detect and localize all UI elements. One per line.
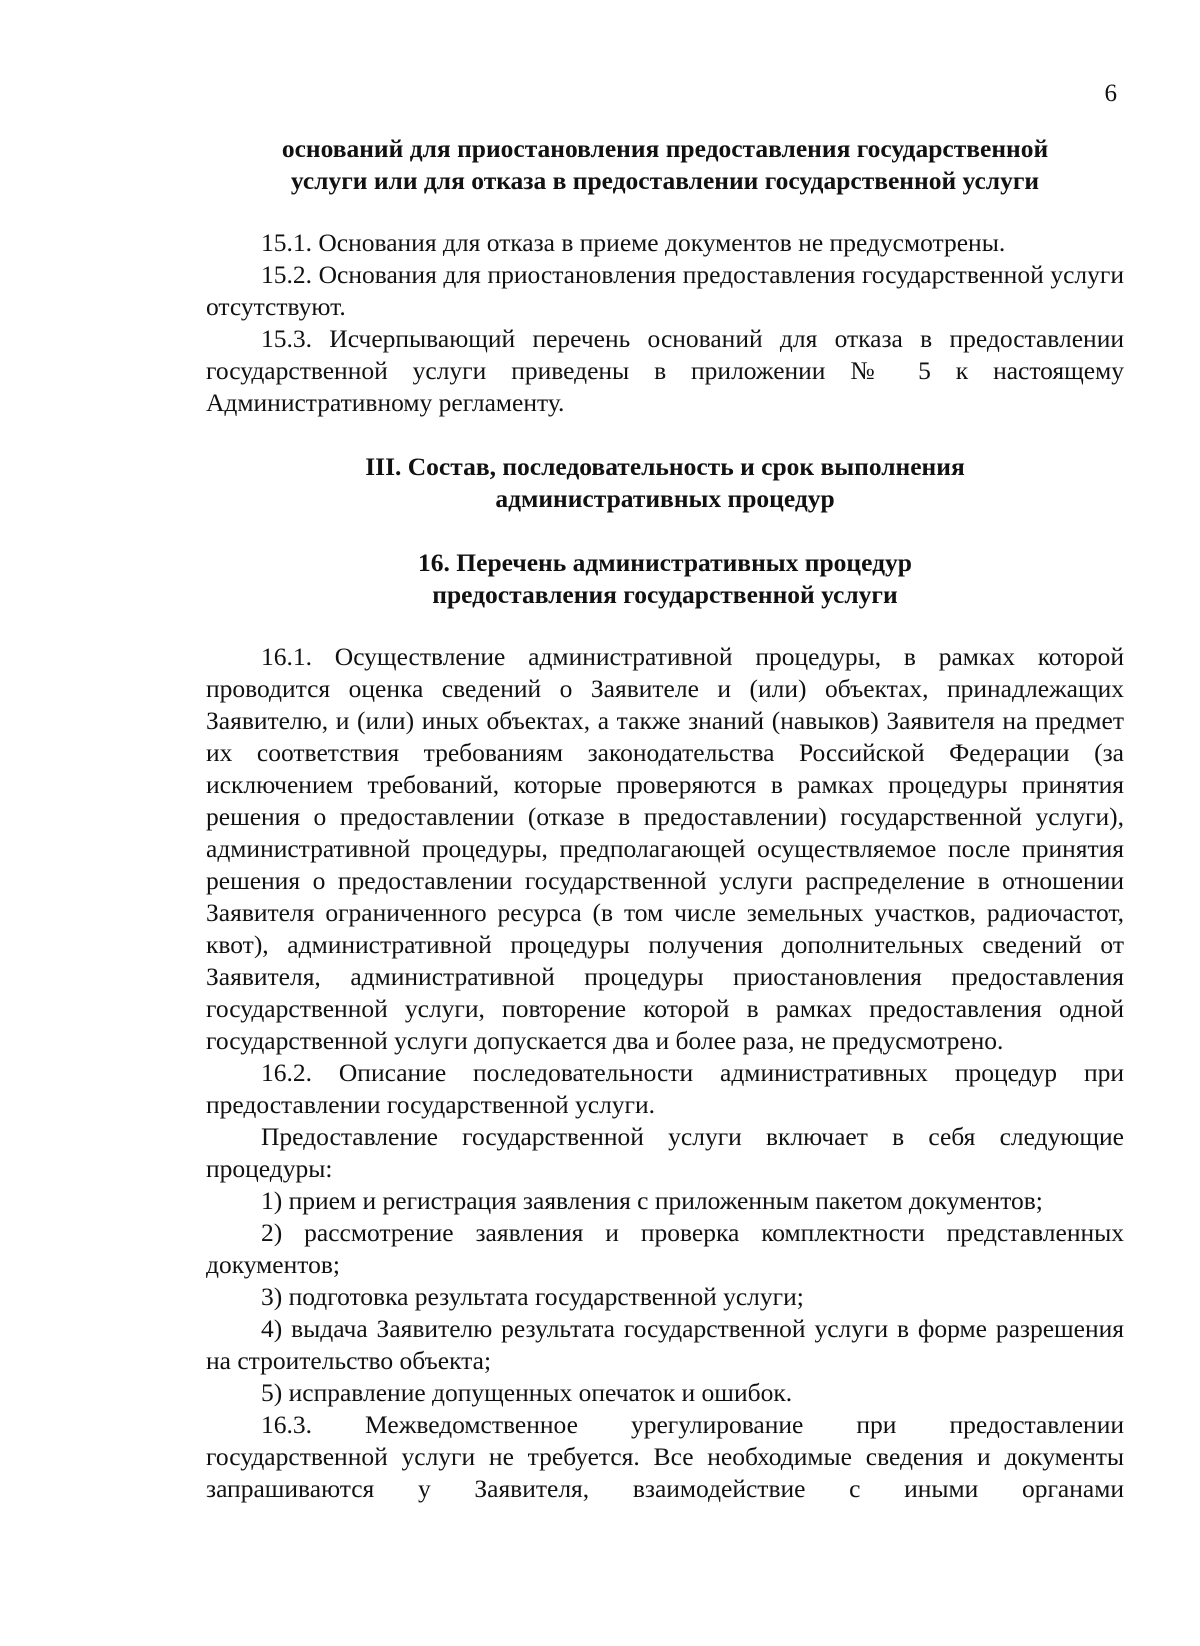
section-15-heading-line-2: услуги или для отказа в предоставлении государственной услуги bbox=[290, 166, 1040, 195]
document-body bbox=[206, 133, 1124, 1505]
paragraph-procedures-intro: Предоставление государственной услуги включает в себя следующие процедуры: bbox=[206, 1122, 1124, 1183]
section-16-heading bbox=[206, 547, 1124, 611]
page-number: 6 bbox=[1104, 80, 1117, 107]
chapter-3-heading bbox=[206, 451, 1124, 515]
section-16-heading-line-2: предоставления государственной услуги bbox=[432, 580, 898, 609]
section-15-heading bbox=[206, 133, 1124, 197]
list-item-2: 2) рассмотрение заявления и проверка комплектности представленных документов; bbox=[206, 1218, 1124, 1279]
paragraph-15-2: 15.2. Основания для приостановления предоставления государственной услуги отсутствуют. bbox=[206, 260, 1124, 321]
paragraph-16-2: 16.2. Описание последовательности административных процедур при предоставлении государственной услуги. bbox=[206, 1058, 1124, 1119]
paragraph-16-1: 16.1. Осуществление административной процедуры, в рамках которой проводится оценка сведений о Заявителе и (или) объектах, принадлежащих Заявителю, и (или) иных объектах, а также знаний (навыков) Заявителя на предмет их соответствия требованиям законодательства Российской Федерации (за исключением требований, которые проверяются в рамках процедуры принятия решения о предоставлении (отказе в предоставлении) государственной услуги), административной процедуры, предполагающей осуществляемое после принятия решения о предоставлении государственной услуги распределение в отношении Заявителя ограниченного ресурса (в том числе земельных участков, радиочастот, квот), административной процедуры получения дополнительных сведений от Заявителя, административной процедуры приостановления предоставления государственной услуги, повторение которой в рамках предоставления одной государственной услуги допускается два и более раза, не предусмотрено. bbox=[206, 642, 1124, 1055]
list-item-3: 3) подготовка результата государственной услуги; bbox=[261, 1282, 804, 1311]
chapter-3-heading-line-2: административных процедур bbox=[495, 484, 835, 513]
list-item-5: 5) исправление допущенных опечаток и ошибок. bbox=[261, 1378, 793, 1407]
section-15-heading-line-1: оснований для приостановления предоставления государственной bbox=[281, 134, 1049, 163]
paragraph-16-3: 16.3. Межведомственное урегулирование при предоставлении государственной услуги не требуется. Все необходимые сведения и документы запрашиваются у Заявителя, взаимодействие с иными органами bbox=[206, 1410, 1124, 1503]
list-item-4: 4) выдача Заявителю результата государственной услуги в форме разрешения на строительство объекта; bbox=[206, 1314, 1124, 1375]
section-16-heading-line-1: 16. Перечень административных процедур bbox=[418, 548, 912, 577]
chapter-3-heading-line-1: III. Состав, последовательность и срок выполнения bbox=[365, 452, 965, 481]
paragraph-15-3: 15.3. Исчерпывающий перечень оснований для отказа в предоставлении государственной услуги приведены в приложении № 5 к настоящему Административному регламенту. bbox=[206, 324, 1124, 417]
paragraph-15-1: 15.1. Основания для отказа в приеме документов не предусмотрены. bbox=[261, 228, 1006, 257]
list-item-1: 1) прием и регистрация заявления с приложенным пакетом документов; bbox=[261, 1186, 1043, 1215]
